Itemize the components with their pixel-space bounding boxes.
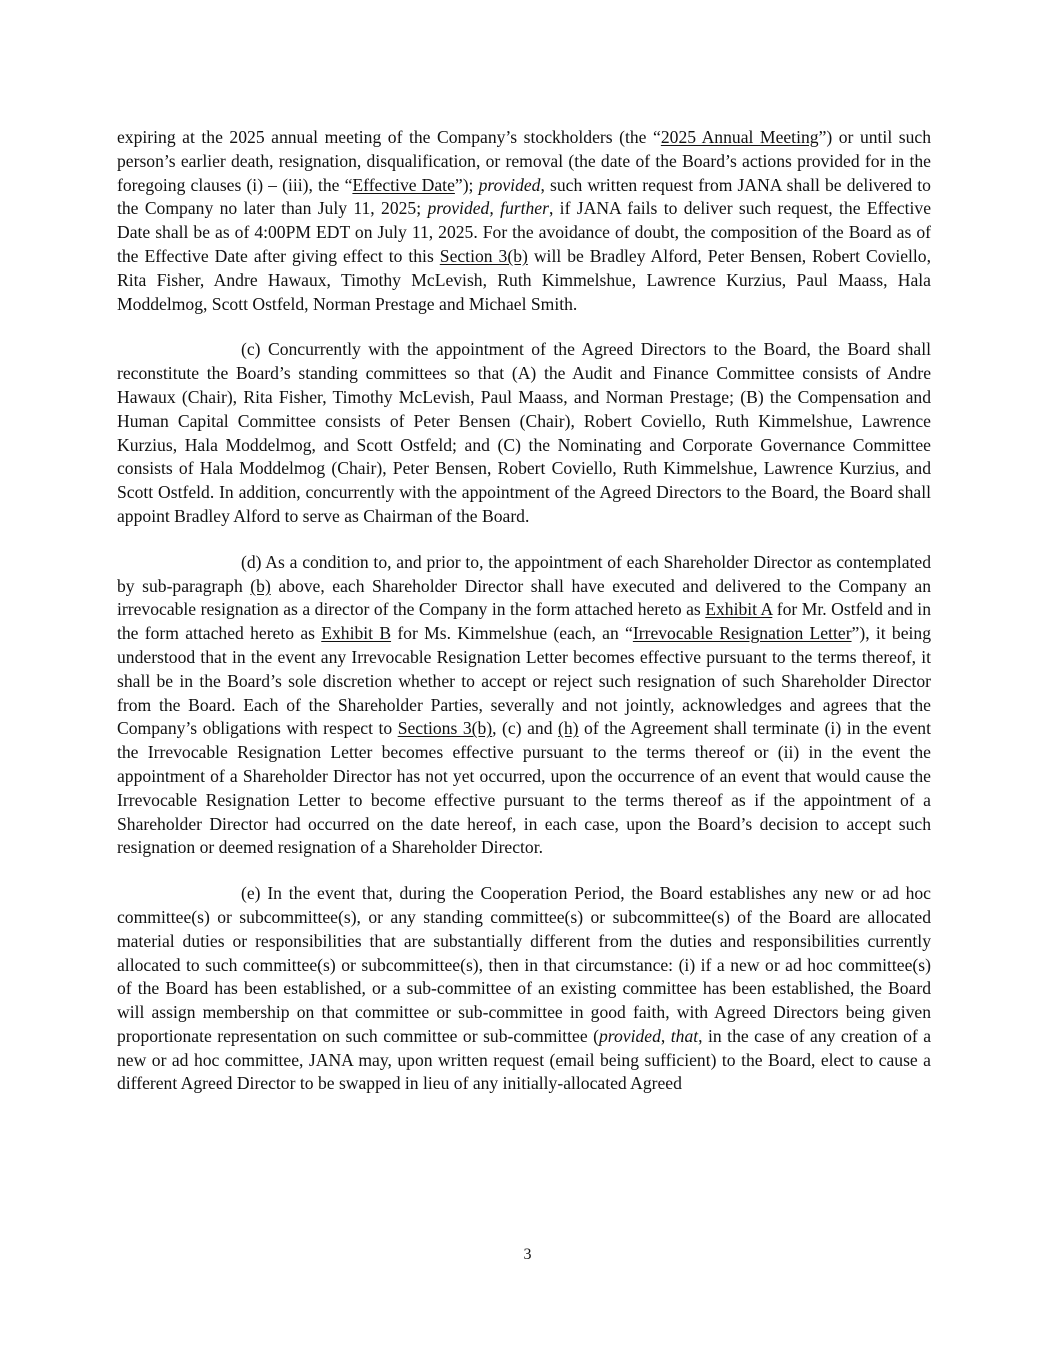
text-segment: , such written request from JANA shall be delivered to the Company no later than July 11, 2025; xyxy=(117,174,931,219)
text-segment: , xyxy=(660,1025,671,1046)
text-segment: (c) Concurrently with the appointment of the Agreed Directors to the Board, the Board shall reconstitute the Board’s standing committees so that (A) the Audit and Finance Committee consists of Andre Hawaux (Chair), Rita Fisher, Timothy McLevish, Paul Maass, and Norman Prestage; (B) the Compensation and Human Capital Committee consists of Peter Bensen (Chair), Robert Coviello, Ruth Kimmelshue, Lawrence Kurzius, Hala Moddelmog, and Scott Ostfeld; and (C) the Nominating and Corporate Governance Committee consists of Hala Moddelmog (Chair), Peter Bensen, Robert Coviello, Ruth Kimmelshue, Lawrence Kurzius, and Scott Ostfeld. In addition, concurrently with the appointment of the Agreed Directors to the Board, the Board shall appoint Bradley Alford to serve as Chairman of the Board. xyxy=(117,339,931,526)
text-segment: above, each Shareholder Director shall have executed and delivered to the Company an irrevocable resignation as a director of the Company in the form attached hereto as xyxy=(117,575,931,620)
italic-text: provided xyxy=(478,174,541,195)
paragraph-p1 xyxy=(117,126,931,316)
defined-term: (h) xyxy=(558,718,579,739)
document-body xyxy=(117,126,931,1096)
italic-text: provided xyxy=(598,1025,661,1046)
defined-term: Sections 3(b) xyxy=(397,718,493,739)
italic-text: that xyxy=(670,1025,699,1046)
defined-term: Effective Date xyxy=(352,174,455,195)
text-segment: (d) As a condition to, and prior to, the appointment of each Shareholder Director as contemplated by sub-paragraph xyxy=(117,551,931,596)
text-segment: for Mr. Ostfeld and in the form attached hereto as xyxy=(117,599,931,644)
text-segment: ”); xyxy=(454,174,479,195)
paragraph-p4 xyxy=(117,882,931,1096)
text-segment: of the Agreement shall terminate (i) in the event the Irrevocable Resignation Letter becomes effective pursuant to the terms thereof or (ii) in the event the appointment of a Shareholder Director has not yet occurred, upon the occurrence of an event that would cause the Irrevocable Resignation Letter to become effective pursuant to the terms thereof as if the appointment of a Shareholder Director had occurred on the date hereof, in each case, upon the Board’s decision to accept such resignation or deemed resignation of a Shareholder Director. xyxy=(117,718,931,858)
text-segment: ”), it being understood that in the event any Irrevocable Resignation Letter becomes effective pursuant to the terms thereof, it shall be in the Board’s sole discretion whether to accept or reject such resignation of such Shareholder Director from the Board. Each of the Shareholder Parties, severally and not jointly, acknowledges and agrees that the Company’s obligations with respect to xyxy=(117,623,932,739)
defined-term: Exhibit A xyxy=(705,599,773,620)
text-segment: for Ms. Kimmelshue (each, an “ xyxy=(391,623,633,644)
text-segment: expiring at the 2025 annual meeting of the Company’s stockholders (the “ xyxy=(117,127,661,147)
text-segment: ”) or until such person’s earlier death, resignation, disqualification, or removal (the date of the Board’s actions provided for in the foregoing clauses (i) – (iii), the “ xyxy=(117,127,931,195)
italic-text: provided, further xyxy=(427,198,549,219)
page-number: 3 xyxy=(523,1246,532,1263)
text-segment: (e) In the event that, during the Cooperation Period, the Board establishes any new or ad hoc committee(s) or subcommittee(s), or any standing committee(s) or subcommittee(s) of the Board are allocated material duties or responsibilities that are substantially different from the duties and responsibilities currently allocated to such committee(s) or subcommittee(s), then in that circumstance: (i) if a new or ad hoc committee(s) of the Board has been established, or a sub-committee of an existing committee has been established, the Board will assign membership on that committee or sub-committee in good faith, with Agreed Directors being given proportionate representation on such committee or sub-committee ( xyxy=(117,883,931,1046)
text-segment: , if JANA fails to deliver such request, the Effective Date shall be as of 4:00PM EDT on July 11, 2025. For the avoidance of doubt, the composition of the Board as of the Effective Date after giving effect to this xyxy=(117,198,931,266)
defined-term: 2025 Annual Meeting xyxy=(660,127,819,147)
defined-term: Section 3(b) xyxy=(439,245,528,266)
text-segment: , in the case of any creation of a new or ad hoc committee, JANA may, upon written request (email being sufficient) to the Board, elect to cause a different Agreed Director to be swapped in lieu of any initially-allocated Agreed xyxy=(117,1025,932,1094)
defined-term: (b) xyxy=(250,575,271,596)
text-segment: will be Bradley Alford, Peter Bensen, Robert Coviello, Rita Fisher, Andre Hawaux, Timothy McLevish, Ruth Kimmelshue, Lawrence Kurzius, Paul Maass, Hala Moddelmog, Scott Ostfeld, Norman Prestage and Michael Smith. xyxy=(117,245,931,314)
text-segment: , (c) and xyxy=(492,718,558,739)
defined-term: Exhibit B xyxy=(321,623,392,644)
defined-term: Irrevocable Resignation Letter xyxy=(632,623,852,644)
paragraph-p3 xyxy=(117,551,931,860)
paragraph-p2 xyxy=(117,338,931,528)
